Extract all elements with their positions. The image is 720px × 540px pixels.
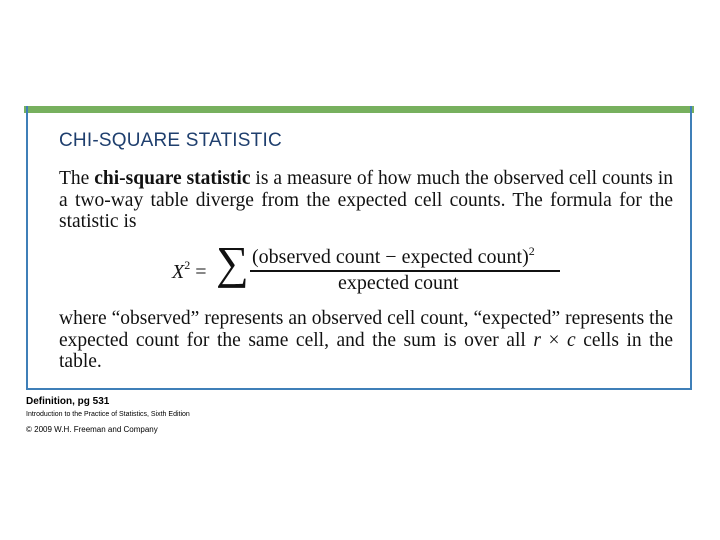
formula-numerator-exponent: 2 (528, 244, 535, 258)
formula-lhs-exponent: 2 (184, 258, 191, 272)
para1-post: is a measure of how much the observed cell counts in a two-way table diverge from the expected cell counts. The formula for the statistic is (59, 168, 674, 232)
summation-sign: ∑ (216, 237, 249, 288)
footer-book-title: Introduction to the Practice of Statistics, Sixth Edition (26, 411, 190, 418)
var-r: r (533, 329, 541, 351)
explanation-paragraph: where “observed” represents an observed cell count, “expected” represents the expected count for the same cell, and the sum is over all r × c cells in the table. (59, 308, 674, 372)
definition-title: CHI-SQUARE STATISTIC (59, 130, 282, 151)
para1-pre: The (59, 168, 95, 189)
formula-denominator: expected count (338, 272, 459, 294)
var-c: c (567, 329, 576, 351)
formula-numerator: (observed count − expected count)$^2$ (252, 244, 535, 268)
definition-paragraph (59, 168, 673, 233)
footer-definition-ref: Definition, pg 531 (26, 396, 110, 407)
footer-copyright: © 2009 W.H. Freeman and Company (26, 425, 158, 434)
chi-square-term: chi-square statistic (94, 168, 251, 189)
formula-lhs: $X^2$ = (172, 258, 207, 283)
formula-equals: = (190, 261, 207, 283)
